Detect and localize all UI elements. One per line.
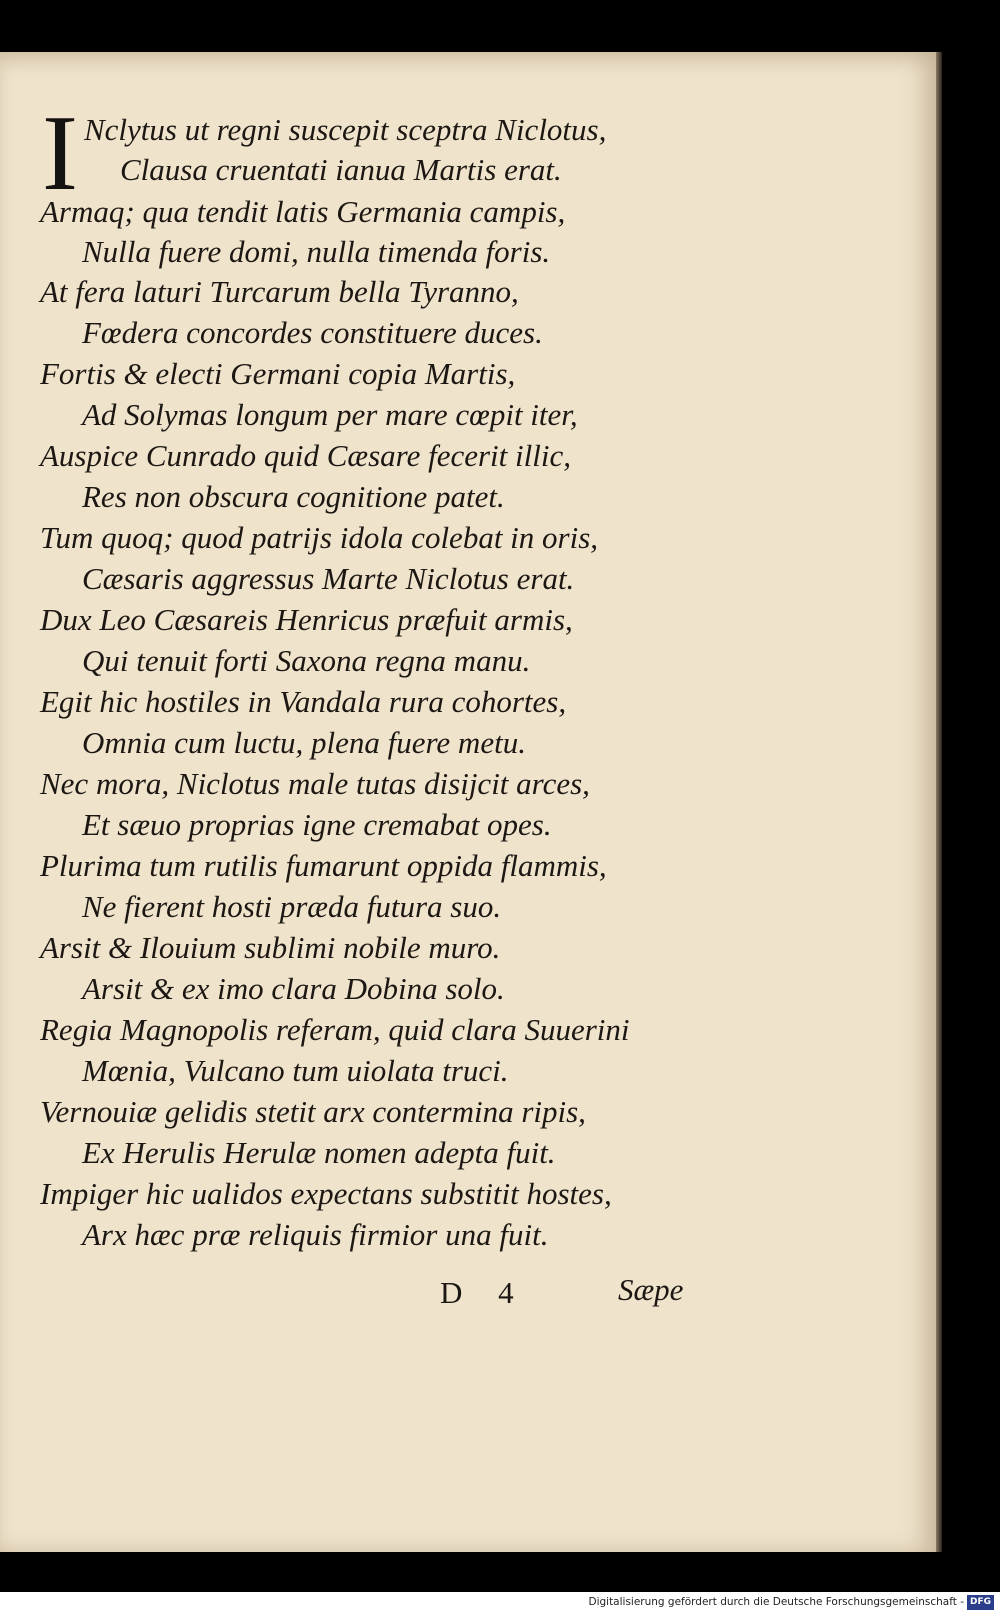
verse-line: Et sæuo proprias igne cremabat opes. (82, 807, 552, 842)
funding-credit: Digitalisierung gefördert durch die Deutsche Forschungsgemeinschaft - (588, 1596, 964, 1608)
verse-line: Ne fierent hosti præda futura suo. (82, 889, 502, 924)
verse-line: Ex Herulis Herulæ nomen adepta fuit. (82, 1135, 556, 1170)
verse-line: Fœdera concordes constituere duces. (82, 315, 543, 350)
verse-line: Egit hic hostiles in Vandala rura cohortes, (40, 684, 567, 719)
verse-line: Armaq; qua tendit latis Germania campis, (40, 194, 566, 229)
verse-line: Arsit & ex imo clara Dobina solo. (82, 971, 505, 1006)
verse-line: Plurima tum rutilis fumarunt oppida flammis, (40, 848, 607, 883)
verse-line: Nulla fuere domi, nulla timenda foris. (82, 234, 551, 269)
verse-line: At fera laturi Turcarum bella Tyranno, (40, 274, 519, 309)
verse-line: Vernouiæ gelidis stetit arx contermina ripis, (40, 1094, 586, 1129)
verse-line: Arsit & Ilouium sublimi nobile muro. (40, 930, 501, 965)
dfg-logo: DFG (967, 1595, 994, 1610)
page-edge (936, 52, 942, 1552)
verse-line: Ad Solymas longum per mare cœpit iter, (82, 397, 578, 432)
catchword: Sæpe (618, 1272, 684, 1307)
verse-line: Dux Leo Cæsareis Henricus præfuit armis, (40, 602, 573, 637)
verse-line: Tum quoq; quod patrijs idola colebat in oris, (40, 520, 599, 555)
drop-cap: I (42, 94, 78, 213)
verse-line: Nclytus ut regni suscepit sceptra Niclotus, (84, 112, 607, 147)
verse-line: Clausa cruentati ianua Martis erat. (120, 152, 562, 187)
verse-line: Mœnia, Vulcano tum uiolata truci. (82, 1053, 509, 1088)
verse-line: Omnia cum luctu, plena fuere metu. (82, 725, 526, 760)
verse-line: Arx hæc præ reliquis firmior una fuit. (82, 1217, 549, 1252)
verse-line: Impiger hic ualidos expectans substitit hostes, (40, 1176, 612, 1211)
verse-line: Auspice Cunrado quid Cæsare fecerit illic, (40, 438, 571, 473)
signature-mark: D 4 (440, 1275, 528, 1310)
verse-line: Res non obscura cognitione patet. (82, 479, 505, 514)
verse-line: Qui tenuit forti Saxona regna manu. (82, 643, 531, 678)
footer-bar (0, 1592, 1000, 1615)
verse-line: Regia Magnopolis referam, quid clara Suuerini (40, 1012, 630, 1047)
verse-line: Nec mora, Niclotus male tutas disijcit arces, (40, 766, 590, 801)
verse-line: Cæsaris aggressus Marte Niclotus erat. (82, 561, 575, 596)
verse-line: Fortis & electi Germani copia Martis, (40, 356, 516, 391)
